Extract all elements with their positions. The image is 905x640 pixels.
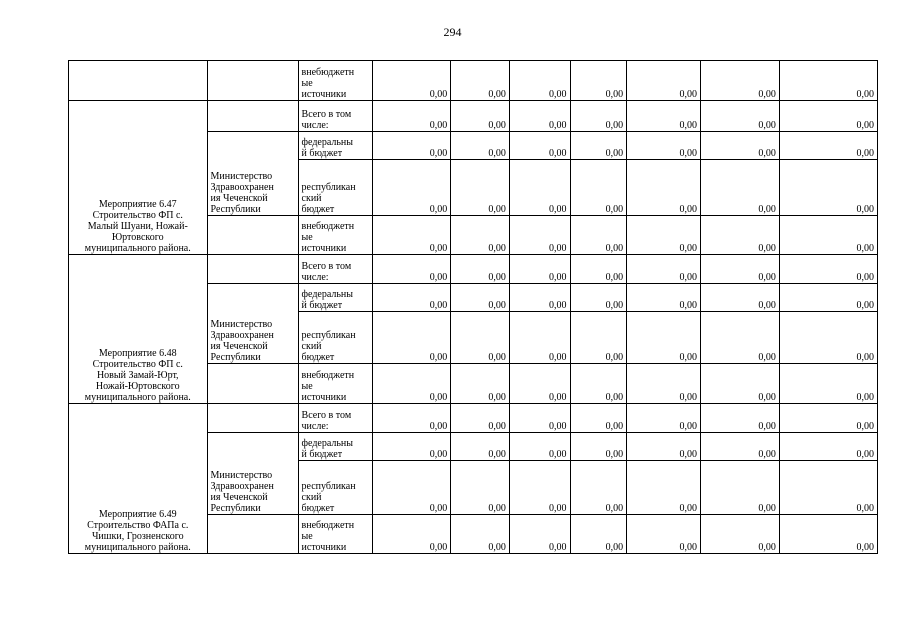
value-cell: 0,00 [373,255,451,284]
value-cell: 0,00 [700,461,779,515]
value-cell: 0,00 [451,284,510,312]
value-cell: 0,00 [779,255,877,284]
value-cell: 0,00 [451,101,510,132]
value-cell: 0,00 [779,101,877,132]
value-cell: 0,00 [570,312,627,364]
value-cell: 0,00 [700,101,779,132]
event-cell: Мероприятие 6.48 Строительство ФП с. Новый Замай-Юрт, Ножай-Юртовского муниципального района. [69,255,208,404]
executor-cell-empty [207,515,298,554]
value-cell: 0,00 [627,132,701,160]
executor-cell: Министерство Здравоохранен ия Чеченской Республики [207,132,298,216]
value-cell: 0,00 [570,101,627,132]
budget-table-body [69,61,878,554]
table-row [69,61,878,101]
value-cell: 0,00 [509,312,570,364]
value-cell: 0,00 [509,255,570,284]
value-cell: 0,00 [373,404,451,433]
event-cell-empty [69,61,208,101]
value-cell: 0,00 [627,461,701,515]
value-cell: 0,00 [700,284,779,312]
value-cell: 0,00 [509,461,570,515]
funding-source-cell: Всего в том числе: [298,404,373,433]
value-cell: 0,00 [700,404,779,433]
executor-cell-empty [207,364,298,404]
value-cell: 0,00 [627,312,701,364]
value-cell: 0,00 [700,364,779,404]
funding-source-cell: Всего в том числе: [298,101,373,132]
value-cell: 0,00 [373,132,451,160]
executor-cell-empty [207,216,298,255]
value-cell: 0,00 [509,433,570,461]
value-cell: 0,00 [509,284,570,312]
value-cell: 0,00 [700,61,779,101]
funding-source-cell: республикан ский бюджет [298,461,373,515]
value-cell: 0,00 [373,461,451,515]
value-cell: 0,00 [570,61,627,101]
executor-cell-empty [207,101,298,132]
executor-cell-empty [207,61,298,101]
executor-cell: Министерство Здравоохранен ия Чеченской Республики [207,433,298,515]
funding-source-cell: федеральны й бюджет [298,284,373,312]
event-cell: Мероприятие 6.47 Строительство ФП с. Малый Шуани, Ножай- Юртовского муниципального района. [69,101,208,255]
value-cell: 0,00 [451,364,510,404]
value-cell: 0,00 [779,433,877,461]
executor-cell-empty [207,255,298,284]
value-cell: 0,00 [570,255,627,284]
value-cell: 0,00 [779,160,877,216]
value-cell: 0,00 [373,284,451,312]
funding-source-cell: республикан ский бюджет [298,160,373,216]
funding-source-cell: внебюджетн ые источники [298,216,373,255]
value-cell: 0,00 [509,101,570,132]
value-cell: 0,00 [700,255,779,284]
value-cell: 0,00 [373,433,451,461]
budget-table [68,60,878,554]
value-cell: 0,00 [509,404,570,433]
value-cell: 0,00 [570,160,627,216]
value-cell: 0,00 [451,160,510,216]
value-cell: 0,00 [627,515,701,554]
value-cell: 0,00 [451,461,510,515]
value-cell: 0,00 [627,284,701,312]
funding-source-cell: внебюджетн ые источники [298,364,373,404]
value-cell: 0,00 [570,132,627,160]
table-row [69,101,878,132]
value-cell: 0,00 [627,255,701,284]
value-cell: 0,00 [509,515,570,554]
funding-source-cell: внебюджетн ые источники [298,515,373,554]
value-cell: 0,00 [373,61,451,101]
value-cell: 0,00 [373,216,451,255]
value-cell: 0,00 [451,61,510,101]
value-cell: 0,00 [779,364,877,404]
funding-source-cell: внебюджетн ые источники [298,61,373,101]
page-number: 294 [443,25,462,39]
table-row [69,255,878,284]
value-cell: 0,00 [779,461,877,515]
value-cell: 0,00 [700,132,779,160]
value-cell: 0,00 [509,132,570,160]
value-cell: 0,00 [570,404,627,433]
value-cell: 0,00 [700,160,779,216]
value-cell: 0,00 [779,284,877,312]
value-cell: 0,00 [779,404,877,433]
value-cell: 0,00 [627,160,701,216]
value-cell: 0,00 [570,433,627,461]
value-cell: 0,00 [570,364,627,404]
value-cell: 0,00 [509,216,570,255]
value-cell: 0,00 [779,132,877,160]
value-cell: 0,00 [570,515,627,554]
value-cell: 0,00 [627,364,701,404]
funding-source-cell: Всего в том числе: [298,255,373,284]
value-cell: 0,00 [627,216,701,255]
value-cell: 0,00 [509,364,570,404]
value-cell: 0,00 [509,160,570,216]
value-cell: 0,00 [451,216,510,255]
value-cell: 0,00 [627,433,701,461]
value-cell: 0,00 [373,515,451,554]
value-cell: 0,00 [451,433,510,461]
value-cell: 0,00 [451,404,510,433]
value-cell: 0,00 [779,61,877,101]
value-cell: 0,00 [570,216,627,255]
value-cell: 0,00 [451,132,510,160]
value-cell: 0,00 [451,255,510,284]
event-cell: Мероприятие 6.49 Строительство ФАПа с. Чишки, Грозненского муниципального района. [69,404,208,554]
value-cell: 0,00 [373,101,451,132]
value-cell: 0,00 [700,216,779,255]
funding-source-cell: федеральны й бюджет [298,132,373,160]
value-cell: 0,00 [700,433,779,461]
funding-source-cell: федеральны й бюджет [298,433,373,461]
value-cell: 0,00 [373,312,451,364]
value-cell: 0,00 [700,312,779,364]
funding-source-cell: республикан ский бюджет [298,312,373,364]
value-cell: 0,00 [779,216,877,255]
value-cell: 0,00 [700,515,779,554]
executor-cell-empty [207,404,298,433]
value-cell: 0,00 [451,312,510,364]
value-cell: 0,00 [509,61,570,101]
value-cell: 0,00 [570,284,627,312]
value-cell: 0,00 [627,404,701,433]
value-cell: 0,00 [779,515,877,554]
value-cell: 0,00 [627,61,701,101]
value-cell: 0,00 [627,101,701,132]
value-cell: 0,00 [451,515,510,554]
value-cell: 0,00 [779,312,877,364]
value-cell: 0,00 [373,160,451,216]
table-row [69,404,878,433]
value-cell: 0,00 [570,461,627,515]
executor-cell: Министерство Здравоохранен ия Чеченской Республики [207,284,298,364]
value-cell: 0,00 [373,364,451,404]
